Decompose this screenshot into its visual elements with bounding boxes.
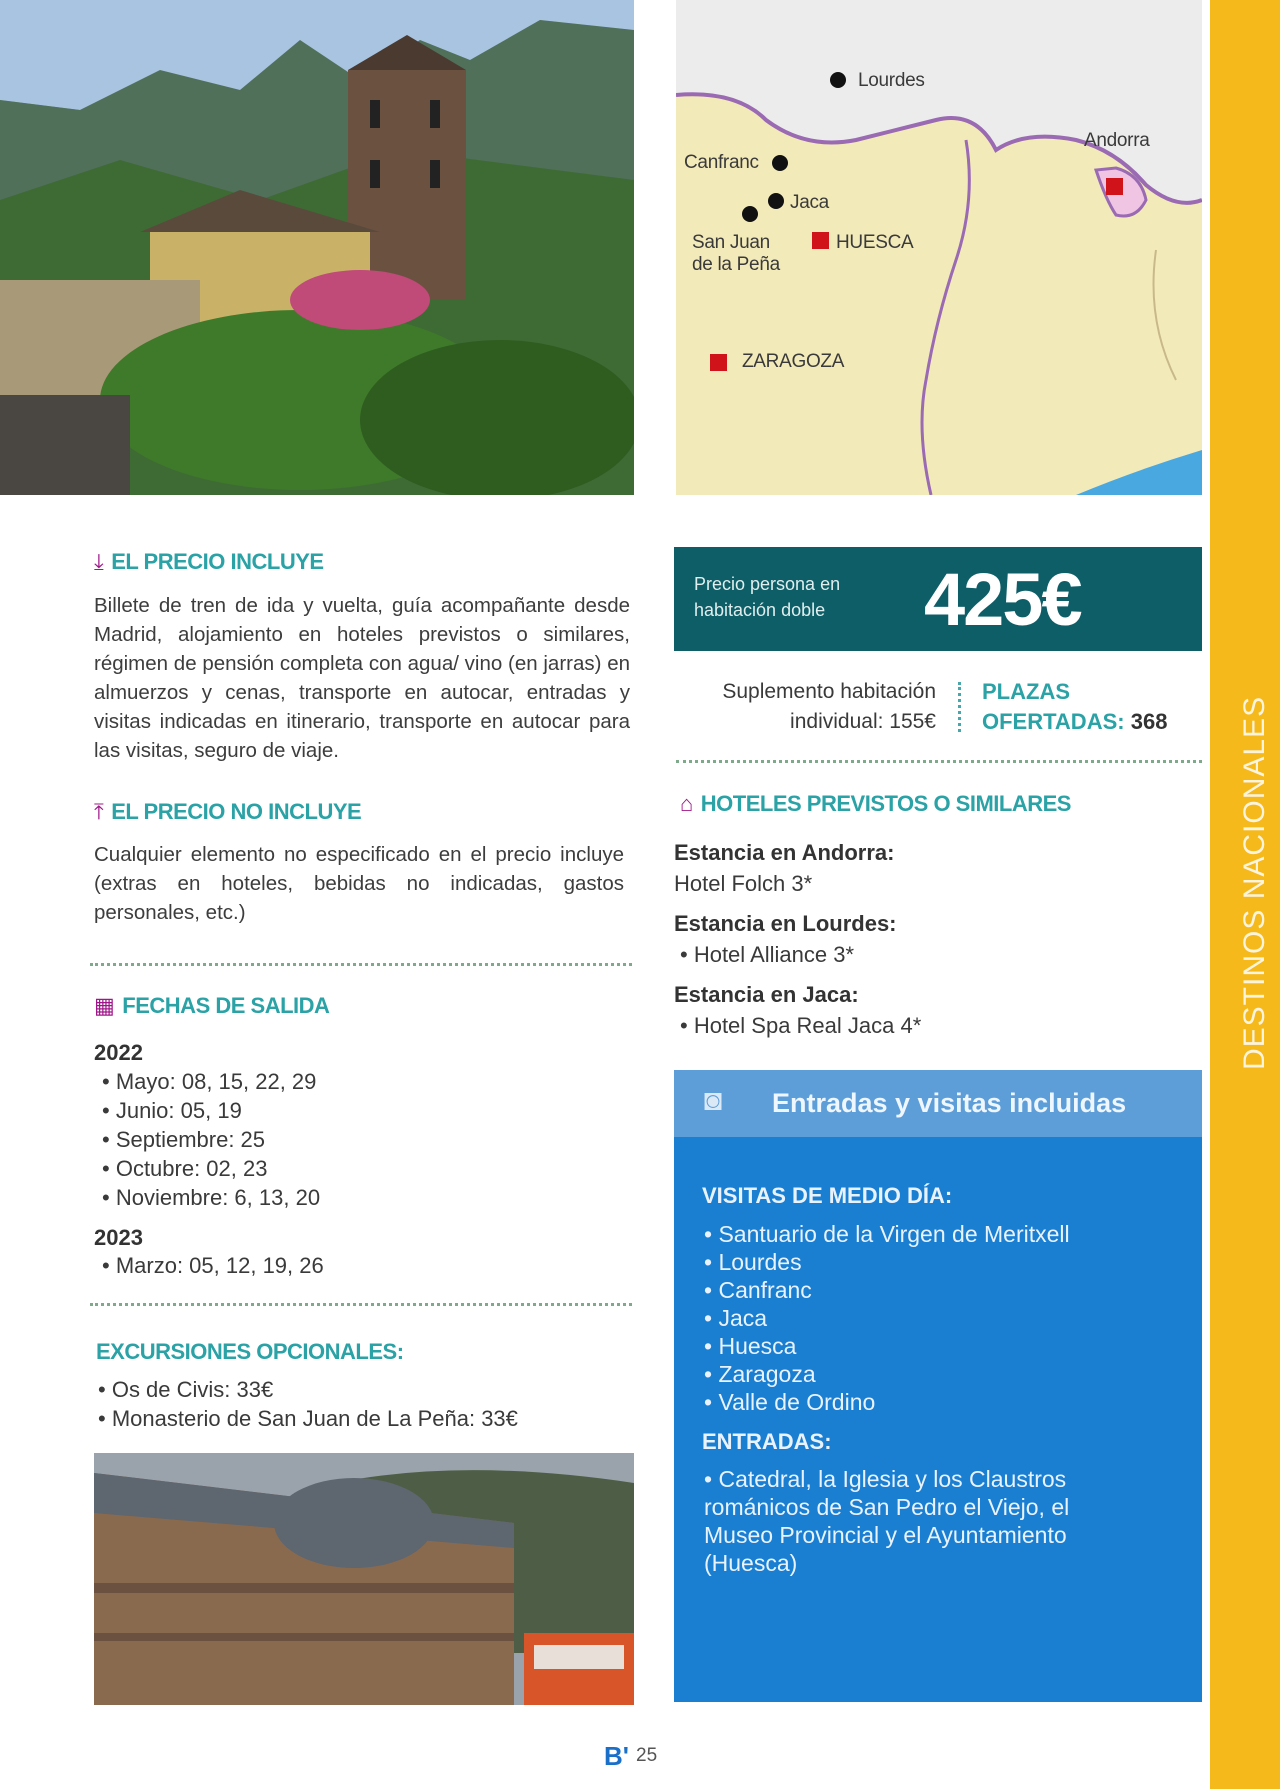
section-label-vertical: DESTINOS NACIONALES bbox=[1238, 695, 1271, 1070]
included-visits-box bbox=[674, 1070, 1202, 1702]
suplemento-line2: individual: 155€ bbox=[790, 710, 936, 733]
price-box bbox=[674, 547, 1202, 651]
precio-incluye-text: Billete de tren de ida y vuelta, guía acompañante desde Madrid, alojamiento en hoteles previstos o similares, régimen de pensión completa con agua/ vino (en jarras) en almuerzos y cenas, transporte en autocar, entradas y visitas indicadas en itinerario, transporte en autocar para las visitas, seguro de viaje. bbox=[94, 594, 630, 762]
visitas-title: VISITAS DE MEDIO DÍA: bbox=[702, 1183, 953, 1208]
precio-no-incluye-title: EL PRECIO NO INCLUYE bbox=[111, 799, 362, 824]
brand-logo: B' bbox=[604, 1741, 629, 1771]
suplemento-individual bbox=[686, 677, 936, 737]
jaca-marker bbox=[768, 193, 784, 209]
suplemento-line1: Suplemento habitación bbox=[722, 680, 936, 703]
san-juan-marker bbox=[742, 206, 758, 222]
excursiones-title: EXCURSIONES OPCIONALES: bbox=[96, 1339, 404, 1364]
divider bbox=[676, 760, 1202, 763]
huesca-marker bbox=[812, 232, 829, 249]
date-item: • Noviembre: 6, 13, 20 bbox=[102, 1183, 320, 1212]
date-item: • Junio: 05, 19 bbox=[102, 1096, 320, 1125]
map-label-jaca: Jaca bbox=[790, 192, 829, 213]
price-caption: Precio persona en habitación doble bbox=[694, 574, 841, 620]
date-item: • Mayo: 08, 15, 22, 29 bbox=[102, 1067, 320, 1096]
included-header bbox=[674, 1070, 1202, 1137]
calendar-icon: ▦ bbox=[94, 993, 115, 1018]
divider bbox=[90, 963, 632, 966]
andorra-marker bbox=[1106, 178, 1123, 195]
visita-item: • Lourdes bbox=[704, 1248, 1070, 1276]
dates-2022-list bbox=[102, 1067, 320, 1212]
hotel-icon: ⌂ bbox=[680, 791, 693, 816]
visita-item: • Santuario de la Virgen de Meritxell bbox=[704, 1220, 1070, 1248]
page-number: 25 bbox=[636, 1745, 658, 1766]
visita-item: • Jaca bbox=[704, 1304, 1070, 1332]
visita-item: • Zaragoza bbox=[704, 1360, 1070, 1388]
year-2022: 2022 bbox=[94, 1040, 143, 1065]
stay-hotel: Hotel Folch 3* bbox=[674, 871, 813, 896]
map-label-huesca: HUESCA bbox=[836, 232, 914, 253]
map-label-zaragoza: ZARAGOZA bbox=[742, 351, 845, 372]
andorra-church-photo bbox=[0, 0, 634, 495]
station-illustration bbox=[94, 1453, 634, 1705]
divider bbox=[958, 682, 961, 732]
camera-icon: ◙ bbox=[704, 1084, 723, 1117]
divider bbox=[90, 1303, 632, 1306]
map-label-andorra: Andorra bbox=[1084, 130, 1150, 151]
price-value: 425€ bbox=[924, 558, 1081, 641]
excursiones-list bbox=[98, 1375, 518, 1433]
precio-incluye-heading bbox=[94, 549, 324, 575]
plazas-line2: OFERTADAS: bbox=[982, 709, 1125, 734]
entrada-item: • Catedral, la Iglesia y los Claustros románicos de San Pedro el Viejo, el Museo Provincial y el Ayuntamiento (Huesca) bbox=[704, 1465, 1124, 1577]
precio-no-incluye-heading bbox=[94, 799, 361, 825]
included-title: Entradas y visitas incluidas bbox=[772, 1088, 1127, 1118]
excursion-item: • Monasterio de San Juan de La Peña: 33€ bbox=[98, 1404, 518, 1433]
plazas-ofertadas bbox=[982, 677, 1167, 737]
stay-label: Estancia en Andorra: bbox=[674, 840, 895, 865]
map-label-canfranc: Canfranc bbox=[684, 152, 759, 173]
precio-no-incluye-text: Cualquier elemento no especificado en el precio incluye (extras en hoteles, bebidas no indicadas, gastos personales, etc.) bbox=[94, 843, 624, 924]
map-label-san-juan: San Juan bbox=[692, 232, 770, 253]
stay-label: Estancia en Jaca: bbox=[674, 982, 859, 1007]
church-illustration bbox=[0, 0, 634, 495]
included-body bbox=[674, 1137, 1202, 1702]
visita-item: • Huesca bbox=[704, 1332, 1070, 1360]
upload-icon: ⤒ bbox=[94, 799, 104, 824]
precio-incluye-title: EL PRECIO INCLUYE bbox=[111, 549, 324, 574]
hoteles-heading bbox=[680, 791, 1071, 817]
plazas-count: 368 bbox=[1130, 709, 1168, 734]
visita-item: • Valle de Ordino bbox=[704, 1388, 1070, 1416]
visita-item: • Canfranc bbox=[704, 1276, 1070, 1304]
map-label-de-la-pena: de la Peña bbox=[692, 254, 780, 275]
date-item: • Octubre: 02, 23 bbox=[102, 1154, 320, 1183]
canfranc-station-photo bbox=[94, 1453, 634, 1705]
stay-hotel: • Hotel Spa Real Jaca 4* bbox=[680, 1013, 922, 1038]
plazas-line1: PLAZAS bbox=[982, 679, 1070, 704]
entradas-title: ENTRADAS: bbox=[702, 1429, 832, 1454]
stay-label: Estancia en Lourdes: bbox=[674, 911, 897, 936]
visitas-list bbox=[704, 1220, 1070, 1416]
zaragoza-marker bbox=[710, 354, 727, 371]
year-2023: 2023 bbox=[94, 1225, 143, 1250]
entradas-list bbox=[704, 1465, 1124, 1577]
lourdes-marker bbox=[830, 72, 846, 88]
fechas-title: FECHAS DE SALIDA bbox=[122, 993, 330, 1018]
download-icon: ⤓ bbox=[94, 549, 104, 574]
dates-2023-list bbox=[102, 1251, 324, 1280]
canfranc-marker bbox=[772, 155, 788, 171]
stay-hotel: • Hotel Alliance 3* bbox=[680, 942, 855, 967]
hoteles-title: HOTELES PREVISTOS O SIMILARES bbox=[700, 791, 1071, 816]
excursion-item: • Os de Civis: 33€ bbox=[98, 1375, 518, 1404]
route-map bbox=[676, 0, 1202, 495]
date-item: • Septiembre: 25 bbox=[102, 1125, 320, 1154]
date-item: • Marzo: 05, 12, 19, 26 bbox=[102, 1251, 324, 1280]
map-label-lourdes: Lourdes bbox=[858, 70, 925, 91]
fechas-heading bbox=[94, 993, 329, 1019]
